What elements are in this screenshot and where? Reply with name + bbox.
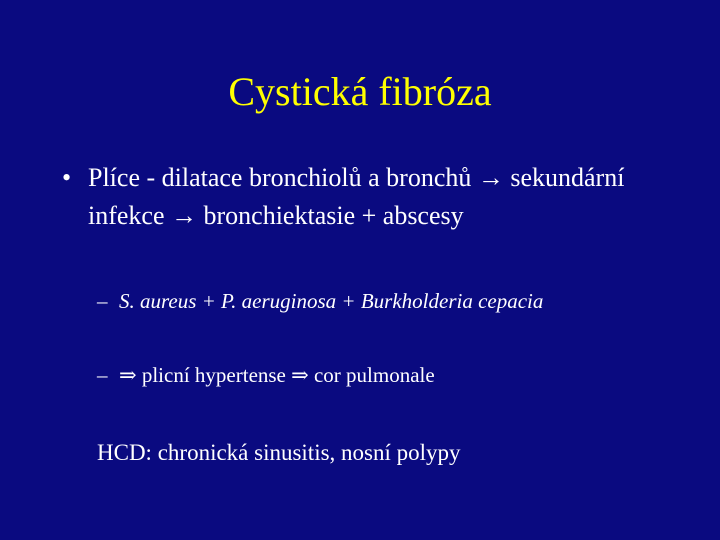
- bullet-text: Plíce - dilatace bronchiolů a bronchů → sekundární infekce → bronchiektasie + abscesy: [88, 163, 625, 230]
- slide-title: Cystická fibróza: [228, 69, 492, 114]
- sub-bullet-marker: –: [97, 289, 108, 313]
- bullet-marker: •: [62, 163, 72, 192]
- sub-bullet-text: S. aureus + P. aeruginosa + Burkholderia cepacia: [119, 289, 544, 313]
- footer-note: HCD: chronická sinusitis, nosní polypy: [97, 440, 461, 465]
- bullet-item: [62, 159, 662, 235]
- sub-bullet-item: [97, 361, 617, 390]
- sub-bullet-marker: –: [97, 363, 108, 387]
- sub-bullet-text: ⇒ plicní hypertense ⇒ cor pulmonale: [119, 363, 435, 387]
- sub-bullet-item: [97, 287, 617, 316]
